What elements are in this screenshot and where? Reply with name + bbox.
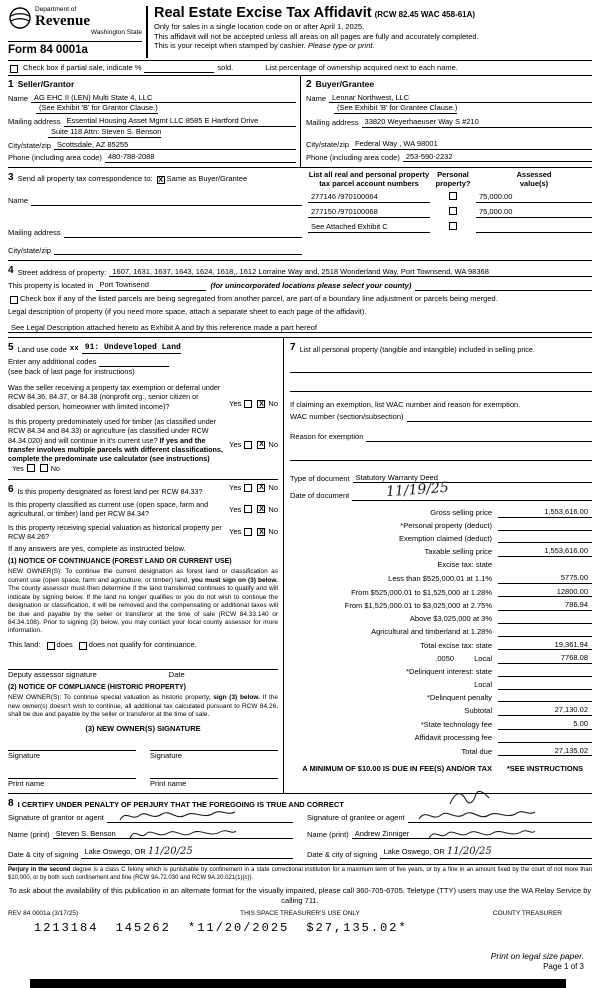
section-property	[8, 260, 592, 337]
handwritten-document-date: 11/19/25	[385, 480, 450, 501]
treasurer-use-label: THIS SPACE TREASURER'S USE ONLY	[240, 909, 360, 917]
legal-description-label: Legal description of property (if you need more space, attach a separate sheet to each page of the affidavit).	[8, 306, 367, 316]
buyer-name-field[interactable]: Lennar Northwest, LLC	[329, 93, 592, 104]
same-as-buyer-label: Same as Buyer/Grantee	[166, 174, 248, 184]
historic-question: Is this property receiving special valuation as historical property per RCW 84.26?	[8, 522, 222, 542]
seller-address-field[interactable]: Essential Housing Asset Mgmt LLC 8585 E Hartford Drive	[64, 116, 296, 127]
yes-checkbox[interactable]	[244, 441, 252, 449]
section-3-number: 3	[8, 172, 14, 184]
tax-line-label: Total excise tax: state	[420, 640, 492, 650]
tax-line-label: Agricultural and timberland at 1.28%	[371, 626, 492, 636]
yes-label: Yes	[12, 463, 24, 473]
yes-label: Yes	[229, 483, 242, 493]
buyer-name-label: Name	[306, 93, 327, 103]
correspondence-city-label: City/state/zip	[8, 245, 51, 255]
personal-property-checkbox[interactable]	[449, 207, 457, 215]
tax-line-value	[498, 561, 592, 570]
tax-computation-table	[290, 507, 592, 756]
signature-label: Signature	[150, 751, 183, 761]
grantee-date-city-label: Date & city of signing	[307, 849, 378, 859]
personal-property-label: List all personal property (tangible and intangible) included in selling price.	[299, 344, 535, 354]
county-treasurer-label: COUNTY TREASURER	[492, 909, 562, 917]
personal-header-line1: Personal	[437, 170, 469, 180]
treasurer-stamp: 1213184 145262 *11/20/2025 $27,135.02*	[34, 921, 408, 936]
grantor-signature	[118, 807, 238, 825]
no-checkbox[interactable]: X	[259, 484, 264, 492]
page-title: Real Estate Excise Tax Affidavit	[154, 5, 372, 21]
land-use-code-field[interactable]: 91: Undeveloped Land	[82, 343, 181, 354]
partial-sale-label: Check box if partial sale, indicate %	[23, 62, 142, 72]
tax-line-value: 19,361.94	[498, 640, 592, 651]
assessed-header-line1: Assessed	[516, 170, 552, 180]
tax-line-label: Subtotal	[464, 706, 492, 716]
type-of-document-field[interactable]: Statutory Warranty Deed	[353, 473, 592, 484]
print-name-label: Print name	[150, 779, 187, 789]
segregated-checkbox[interactable]	[10, 296, 18, 304]
yes-label: Yes	[229, 527, 242, 537]
grantee-name-print-label: Name (print)	[307, 829, 349, 839]
personal-property-line[interactable]	[290, 383, 592, 392]
parcel-number: See Attached Exhibit C	[308, 222, 430, 233]
pen-scribble	[446, 788, 492, 808]
seller-phone-field[interactable]: 480-788-2088	[105, 152, 296, 163]
tax-line-value: 27,135.02	[498, 746, 592, 757]
new-owner-signature-line[interactable]	[8, 741, 136, 751]
parcel-number: 277150 /970100068	[308, 207, 430, 218]
section-8-number: 8	[8, 797, 14, 809]
tax-line-value	[498, 681, 592, 690]
grantor-name-field[interactable]: Steven S. Benson	[53, 829, 293, 840]
notice-continuance-title: (1) NOTICE OF CONTINUANCE (FOREST LAND OR CURRENT USE)	[8, 558, 232, 566]
tax-line-label: *Personal property (deduct)	[400, 520, 492, 530]
this-land-label: This land:	[8, 639, 41, 649]
personal-property-checkbox[interactable]	[449, 192, 457, 200]
tax-line-value: 1,553,616.00	[498, 546, 592, 557]
assessed-header-line2: value(s)	[519, 178, 549, 188]
tax-line-label: *State technology fee	[420, 720, 492, 730]
no-checkbox[interactable]: X	[259, 400, 264, 408]
seller-name-field[interactable]: AG EHC II (LEN) Multi State 4, LLC	[31, 93, 296, 104]
does-not-label: does not qualify for continuance.	[88, 639, 197, 649]
personal-header-line2: property?	[435, 178, 471, 188]
exemption-question: Was the seller receiving a property tax exemption or deferral under RCW 84.36, 84.37, or 84.38 (nonprofit org., senior citizen or disabled person, homeowner with limited income)?	[8, 382, 221, 411]
seller-address-label: Mailing address	[8, 117, 61, 127]
dept-of-label: Department of	[35, 6, 77, 13]
seller-heading: Seller/Grantor	[17, 78, 75, 89]
grantee-name-field[interactable]: Andrew Zinniger	[352, 829, 592, 840]
tax-line-label: Affidavit processing fee	[414, 732, 492, 742]
header-note-1: Only for sales in a single location code on or after April 1, 2025.	[154, 21, 365, 31]
deputy-signature-line[interactable]	[8, 660, 278, 670]
exemption-note: If claiming an exemption, list WAC number and reason for exemption.	[290, 400, 521, 410]
section-2-number: 2	[306, 78, 312, 90]
page-indicator: Page 1 of 3	[543, 961, 584, 971]
yes-label: Yes	[229, 504, 242, 514]
tax-line-value	[498, 628, 592, 637]
signature-label: Signature	[8, 751, 41, 761]
additional-codes-label: Enter any additional codes	[8, 357, 97, 367]
no-checkbox[interactable]: X	[259, 505, 264, 513]
new-owner-signature-line[interactable]	[150, 741, 278, 751]
form-number: Form 84 0001a	[8, 41, 142, 58]
rcw-reference: (RCW 82.45 WAC 458-61A)	[374, 10, 476, 19]
header	[8, 6, 592, 61]
partial-sale-percent-field[interactable]	[144, 64, 214, 73]
no-label: No	[268, 483, 278, 493]
agency-block	[8, 6, 146, 58]
section-buyer	[300, 76, 592, 168]
correspondence-name-label: Name	[8, 196, 29, 206]
tax-line-value: 5.00	[498, 719, 592, 730]
same-as-buyer-checkbox[interactable]: X	[158, 176, 163, 184]
buyer-grantee-clause: (See Exhibit 'B' for Grantee Clause.)	[334, 103, 457, 114]
timber-question-bold: If yes and the transfer involves multiple parcels with different classifications, complete the predominate use calculator (see instructions)	[8, 435, 223, 464]
correspondence-name-field[interactable]	[31, 197, 302, 206]
parcel-row	[308, 222, 592, 233]
land-use-code-label: Land use code	[17, 344, 67, 354]
seller-grantor-clause: (See Exhibit 'B' for Grantor Clause.)	[36, 103, 158, 114]
dor-logo-icon	[8, 6, 32, 30]
does-label: does	[56, 639, 73, 649]
no-checkbox[interactable]: X	[259, 441, 264, 449]
tax-line-label: Local	[474, 654, 492, 664]
tax-line-value: 27,130.02	[498, 705, 592, 716]
buyer-heading: Buyer/Grantee	[315, 78, 375, 89]
yes-checkbox[interactable]	[27, 464, 35, 472]
wac-number-label: WAC number (section/subsection)	[290, 412, 404, 422]
header-note-3-italic: Please type or print.	[307, 41, 375, 51]
no-label: No	[268, 399, 278, 409]
tax-line-label: Excise tax: state	[437, 560, 492, 570]
no-label: No	[268, 504, 278, 514]
grantee-signature-label: Signature of grantee or agent	[307, 812, 405, 822]
section-tax	[284, 338, 592, 793]
buyer-city-label: City/state/zip	[306, 139, 349, 149]
header-note-3: This is your receipt when stamped by cashier.	[154, 41, 306, 51]
seller-name-label: Name	[8, 93, 29, 103]
grantee-handwritten-date: 11/20/25	[446, 846, 492, 858]
new-owners-signature-title: (3) NEW OWNER(S) SIGNATURE	[85, 723, 201, 733]
type-of-document-label: Type of document	[290, 473, 350, 483]
land-use-xx: xx	[69, 344, 79, 353]
reason-exemption-field[interactable]	[366, 433, 592, 442]
grantor-overlapping-signature	[128, 826, 238, 842]
tax-line-label: Total due	[461, 746, 492, 756]
segregated-label: Check box if any of the listed parcels are being segregated from another parcel, are part of a boundary line adjustment or parcels being merged.	[20, 294, 498, 304]
print-instructions	[491, 951, 584, 972]
this-land-row	[8, 640, 278, 650]
buyer-address-label: Mailing address	[306, 118, 359, 128]
does-qualify-checkbox[interactable]	[47, 642, 55, 650]
grantor-date-city-label: Date & city of signing	[8, 849, 79, 859]
section-4-number: 4	[8, 265, 14, 277]
parcel-row	[308, 192, 592, 203]
revenue-label: Revenue	[35, 13, 90, 30]
street-address-field[interactable]: 1607, 1631, 1637, 1643, 1624, 1618,, 1612 Lorraine Way and, 2518 Wonderland Way, Port Townsend, WA 98368	[109, 267, 592, 278]
deputy-date-label: Date	[168, 669, 185, 679]
new-owner-print-name-line[interactable]	[150, 769, 278, 779]
header-note-2: This affidavit will not be accepted unless all areas on all pages are fully and accurately completed.	[154, 31, 479, 41]
located-in-field[interactable]: Port Townsend	[96, 280, 206, 291]
grantor-signature-label: Signature of grantor or agent	[8, 812, 104, 822]
county-field[interactable]	[415, 282, 592, 291]
tax-line-value: 1,553,616.00	[498, 507, 592, 518]
correspondence-address-label: Mailing address	[8, 227, 61, 237]
timber-question: Is this property predominately used for timber (as classified under RCW 84.34 and 84.33) or agriculture (as classified under RCW 84.34.020) and will continue in it's current use?	[8, 416, 217, 445]
no-label: No	[50, 463, 60, 473]
if-yes-note: If any answers are yes, complete as instructed below.	[8, 544, 186, 554]
section-certification	[8, 793, 592, 865]
notice-compliance-title: (2) NOTICE OF COMPLIANCE (HISTORIC PROPERTY)	[8, 684, 186, 692]
legal-paper-note: Print on legal size paper.	[490, 950, 584, 961]
forest-land-question: Is this property designated as forest land per RCW 84.33?	[17, 486, 203, 496]
partial-sale-row	[8, 61, 592, 75]
tax-line-label: Taxable selling price	[424, 547, 492, 557]
tax-line-value: 5775.00	[498, 573, 592, 584]
wa-state-label: Washington State	[90, 29, 142, 37]
yes-label: Yes	[229, 399, 242, 409]
send-correspondence-label: Send all property tax correspondence to:	[17, 174, 153, 184]
yes-checkbox[interactable]	[244, 505, 252, 513]
grantee-overlapping-signature	[427, 826, 537, 842]
additional-codes-note: (see back of last page for instructions)	[8, 367, 135, 377]
buyer-address-field[interactable]: 33820 Weyerhaeuser Way S #210	[362, 117, 592, 128]
tax-line-value: 786.94	[498, 600, 592, 611]
section-5-number: 5	[8, 342, 14, 354]
parcel-header-line1: List all real and personal property	[308, 170, 430, 180]
yes-label: Yes	[229, 440, 242, 450]
tax-line-label: Gross selling price	[430, 508, 492, 518]
section-correspondence	[8, 167, 592, 260]
footer-row	[8, 910, 592, 918]
tax-line-label: Less than $525,000.01 at 1.1%	[388, 573, 492, 583]
seller-city-field[interactable]: Scottsdale, AZ 85255	[54, 140, 296, 151]
section-6-number: 6	[8, 484, 14, 496]
tax-line-value	[498, 615, 592, 624]
grantor-date-city-field[interactable]: Lake Oswego, OR 11/20/25	[81, 845, 293, 859]
no-checkbox[interactable]: X	[259, 528, 264, 536]
assessed-value	[476, 224, 592, 233]
does-not-qualify-checkbox[interactable]	[79, 642, 87, 650]
assessed-value: 75,000.00	[476, 207, 592, 218]
minimum-fee-note: A MINIMUM OF $10.00 IS DUE IN FEE(S) AND/OR TAX	[302, 764, 492, 774]
tax-line-value	[498, 693, 592, 702]
correspondence-city-field[interactable]	[54, 246, 302, 255]
seller-address-line2: Suite 118 Attn: Steven S. Benson	[48, 127, 161, 138]
partial-sale-sold-label: sold.	[217, 62, 234, 72]
notice-continuance-body: NEW OWNER(S): To continue the current designation as forest land or classification as current use (open space, farm and agriculture, or timber) land, you must sign on (3) below. The county assessor must then determine if the land transferred continues to qualify and will indicate by signing below. If the land no longer qualifies or you do not wish to continue the designation or classification, it will be removed and the compensating or additional taxes will be due and payable by the seller or transferor at the time of sale (RCW 84.33.140 or 84.34.108). Prior to signing (3) below, you may contact your local county assessor for more information.	[8, 568, 278, 635]
yes-checkbox[interactable]	[244, 400, 252, 408]
grantor-name-print-label: Name (print)	[8, 829, 50, 839]
legal-description-field[interactable]: See Legal Description attached hereto as Exhibit A and by this reference made a part hereof	[8, 323, 592, 334]
ownership-note: List percentage of ownership acquired next to each name.	[265, 62, 458, 72]
grantee-date-city-field[interactable]: Lake Oswego, OR 11/20/25	[380, 845, 592, 859]
rev-number: REV 84 0001a (3/17/25)	[8, 909, 79, 917]
tax-line-value: 7768.08	[498, 653, 592, 664]
buyer-phone-label: Phone (including area code)	[306, 152, 400, 162]
section-land-use	[8, 341, 278, 473]
see-instructions-note: *SEE INSTRUCTIONS	[506, 764, 584, 774]
deputy-assessor-label: Deputy assessor signature	[8, 669, 97, 679]
buyer-phone-field[interactable]: 253-590-2232	[403, 152, 592, 163]
tax-line-label: *Delinquent interest: state	[406, 667, 492, 677]
section-seller	[8, 76, 300, 168]
located-in-label: This property is located in	[8, 281, 94, 291]
tax-line-label: From $1,525,000.01 to $3,025,000 at 2.75%	[344, 601, 492, 611]
grantee-signature	[417, 807, 537, 825]
new-owner-print-name-line[interactable]	[8, 769, 136, 779]
correspondence-address-field[interactable]	[64, 229, 302, 238]
tax-line-label: Exemption claimed (deduct)	[399, 533, 492, 543]
tax-line-value: 12800.00	[498, 587, 592, 598]
tax-line-label: *Delinquent penalty	[426, 692, 492, 702]
tax-line-value	[498, 522, 592, 531]
notice-compliance-body: NEW OWNER(S): To continue special valuation as historic property, sign (3) below. If the new owner(s) doesn't wish to continue, all additional tax calculated pursuant to RCW 84.26, shall be due and payable by the seller or transferor at the time of sale.	[8, 694, 279, 719]
unincorporated-note: (for unincorporated locations please select your county)	[210, 281, 412, 291]
current-use-question: Is this property classified as current use (open space, farm and agricultural, or timber) land per RCW 84.34?	[8, 500, 209, 519]
alternate-format-notice: To ask about the availability of this publication in an alternate format for the visually impaired, please call 360-705-6705. Teletype (TTY) users may use the WA Relay Service by calling 711.	[8, 886, 592, 905]
reason-exemption-line[interactable]	[290, 452, 592, 461]
yes-checkbox[interactable]	[244, 484, 252, 492]
title-row	[154, 6, 592, 22]
personal-property-line[interactable]	[290, 364, 592, 373]
tax-line-label: Local	[474, 679, 492, 689]
no-checkbox[interactable]	[40, 464, 48, 472]
tax-line-value	[498, 734, 592, 743]
reason-exemption-label: Reason for exemption	[290, 431, 364, 441]
no-label: No	[268, 440, 278, 450]
section-forest-land	[8, 479, 278, 789]
print-name-label: Print name	[8, 779, 45, 789]
date-of-document-label: Date of document	[290, 491, 350, 501]
perjury-notice: Perjury in the second degree is a class C felony which is punishable by confinement in a state correctional institution for a maximum term of five years, or by a fine in an amount fixed by the court of not more than $10,000, or by both such confinement and fine (RCW 9A.72.030 and RCW 9A.20.021(1)(c)).	[8, 864, 592, 883]
grantor-handwritten-date: 11/20/25	[147, 846, 193, 858]
parcel-number: 277146 /970100064	[308, 192, 430, 203]
parcel-table	[308, 171, 592, 255]
assessed-value: 75,000.00	[476, 192, 592, 203]
yes-checkbox[interactable]	[244, 528, 252, 536]
scan-black-bar	[30, 979, 566, 988]
tax-line-value	[498, 534, 592, 543]
parcel-row	[308, 207, 592, 218]
street-address-label: Street address of property:	[17, 267, 107, 277]
certify-statement: I CERTIFY UNDER PENALTY OF PERJURY THAT THE FOREGOING IS TRUE AND CORRECT	[17, 800, 344, 810]
wac-number-field[interactable]	[407, 413, 592, 422]
additional-codes-field[interactable]	[99, 358, 169, 367]
tax-line-label: From $525,000.01 to $1,525,000 at 1.28%	[351, 587, 492, 597]
personal-property-checkbox[interactable]	[449, 222, 457, 230]
tax-line-value	[498, 668, 592, 677]
buyer-city-field[interactable]: Federal Way , WA 98001	[352, 139, 592, 150]
seller-phone-label: Phone (including area code)	[8, 153, 102, 163]
tax-line-label: Above $3,025,000 at 3%	[409, 614, 492, 624]
partial-sale-checkbox[interactable]	[10, 65, 18, 73]
local-rate-label: .0050	[435, 654, 455, 664]
parcel-header-line2: tax parcel account numbers	[319, 178, 419, 188]
section-7-number: 7	[290, 342, 296, 354]
section-1-number: 1	[8, 78, 14, 90]
no-label: No	[268, 527, 278, 537]
seller-city-label: City/state/zip	[8, 140, 51, 150]
